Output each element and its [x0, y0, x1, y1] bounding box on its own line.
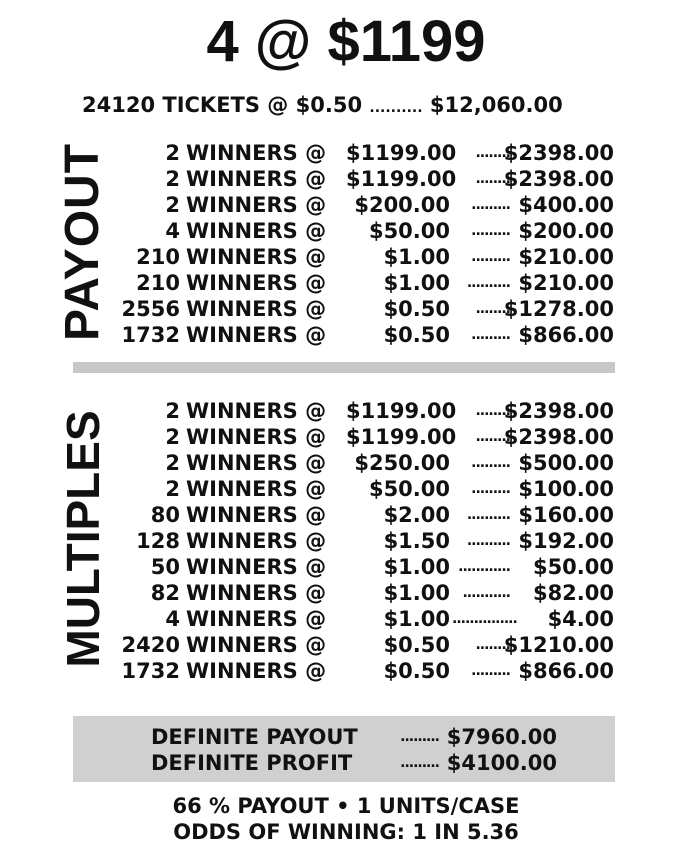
row-total: $50.00 — [532, 555, 614, 579]
leader-dots: ......... — [471, 663, 510, 679]
winner-count: 1732 — [121, 323, 180, 347]
winner-count: 4 — [165, 219, 180, 243]
tickets-label: TICKETS @ — [162, 93, 289, 117]
leader-dots: ......... — [471, 223, 510, 239]
definite-payout-label: DEFINITE PAYOUT — [151, 725, 358, 749]
prize-amount: $1199.00 — [346, 399, 457, 423]
prize-amount: $0.50 — [383, 297, 450, 321]
prize-amount: $1.00 — [383, 581, 450, 605]
winners-label: WINNERS @ — [186, 141, 327, 165]
prize-amount: $50.00 — [368, 219, 450, 243]
row-total: $866.00 — [518, 659, 614, 683]
winner-row — [100, 322, 620, 348]
prize-amount: $1.50 — [383, 529, 450, 553]
leader-dots: ......... — [471, 481, 510, 497]
leader-dots: ........ — [475, 301, 510, 317]
tickets-total: $12,060.00 — [429, 93, 563, 117]
winner-row — [100, 398, 620, 424]
row-total: $4.00 — [547, 607, 614, 631]
payout-table — [100, 140, 620, 348]
winner-row — [100, 140, 620, 166]
prize-amount: $1199.00 — [346, 167, 457, 191]
leader-dots: ......... — [471, 249, 510, 265]
winners-label: WINNERS @ — [186, 167, 327, 191]
tickets-line — [82, 92, 622, 118]
tickets-price: $0.50 — [295, 93, 363, 117]
tickets-count: 24120 — [82, 93, 156, 117]
winner-count: 2420 — [121, 633, 180, 657]
prize-amount: $50.00 — [368, 477, 450, 501]
winner-row — [100, 606, 620, 632]
winners-label: WINNERS @ — [186, 219, 327, 243]
row-total: $2398.00 — [503, 141, 614, 165]
page-title: 4 @ $1199 — [206, 9, 486, 74]
prize-amount: $1.00 — [383, 607, 450, 631]
winner-row — [100, 580, 620, 606]
winner-count: 2 — [165, 167, 180, 191]
winner-count: 4 — [165, 607, 180, 631]
footer-payout-line: 66 % PAYOUT • 1 UNITS/CASE — [172, 794, 520, 818]
winner-row — [100, 502, 620, 528]
leader-dots: ........ — [475, 637, 510, 653]
winner-count: 2 — [165, 425, 180, 449]
winner-row — [100, 528, 620, 554]
winners-label: WINNERS @ — [186, 425, 327, 449]
footer-odds-line: ODDS OF WINNING: 1 IN 5.36 — [173, 820, 519, 844]
row-total: $2398.00 — [503, 425, 614, 449]
leader-dots: .......... — [466, 275, 510, 291]
winners-label: WINNERS @ — [186, 399, 327, 423]
winner-row — [100, 296, 620, 322]
winner-count: 2 — [165, 451, 180, 475]
leader-dots: ........ — [475, 429, 510, 445]
winner-count: 210 — [136, 245, 180, 269]
leader-dots: ......... — [471, 455, 510, 471]
prize-amount: $250.00 — [354, 451, 450, 475]
row-total: $100.00 — [518, 477, 614, 501]
prize-amount: $1.00 — [383, 555, 450, 579]
winners-label: WINNERS @ — [186, 633, 327, 657]
row-total: $82.00 — [532, 581, 614, 605]
winner-row — [100, 476, 620, 502]
leader-dots: .......... — [466, 507, 510, 523]
leader-dots: ............ — [458, 559, 510, 575]
definite-profit-label: DEFINITE PROFIT — [151, 751, 353, 775]
definite-payout-row — [73, 724, 615, 750]
winners-label: WINNERS @ — [186, 477, 327, 501]
row-total: $192.00 — [518, 529, 614, 553]
winner-count: 1732 — [121, 659, 180, 683]
row-total: $210.00 — [518, 245, 614, 269]
winner-count: 50 — [150, 555, 180, 579]
prize-amount: $0.50 — [383, 633, 450, 657]
winners-label: WINNERS @ — [186, 323, 327, 347]
row-total: $1210.00 — [503, 633, 614, 657]
winners-label: WINNERS @ — [186, 245, 327, 269]
prize-amount: $200.00 — [354, 193, 450, 217]
row-total: $1278.00 — [503, 297, 614, 321]
winner-count: 80 — [150, 503, 180, 527]
winner-row — [100, 244, 620, 270]
summary-box — [73, 716, 615, 782]
row-total: $200.00 — [518, 219, 614, 243]
multiples-section-label: MULTIPLES — [57, 410, 109, 668]
prize-amount: $1199.00 — [346, 425, 457, 449]
definite-profit-row — [73, 750, 615, 776]
row-total: $500.00 — [518, 451, 614, 475]
prize-amount: $0.50 — [383, 659, 450, 683]
leader-dots: ........ — [475, 145, 510, 161]
winners-label: WINNERS @ — [186, 297, 327, 321]
winner-row — [100, 450, 620, 476]
prize-amount: $2.00 — [383, 503, 450, 527]
definite-profit-value: $4100.00 — [446, 751, 557, 775]
row-total: $2398.00 — [503, 399, 614, 423]
definite-payout-value: $7960.00 — [446, 725, 557, 749]
prize-amount: $1.00 — [383, 271, 450, 295]
leader-dots: ........ — [475, 403, 510, 419]
winners-label: WINNERS @ — [186, 271, 327, 295]
row-total: $866.00 — [518, 323, 614, 347]
tickets-dots: .......... — [369, 100, 423, 116]
winners-label: WINNERS @ — [186, 659, 327, 683]
winner-row — [100, 658, 620, 684]
leader-dots: .......... — [466, 533, 510, 549]
winner-count: 2 — [165, 477, 180, 501]
multiples-table — [100, 398, 620, 684]
row-total: $2398.00 — [503, 167, 614, 191]
winner-count: 82 — [150, 581, 180, 605]
winner-count: 128 — [136, 529, 180, 553]
winner-count: 210 — [136, 271, 180, 295]
payout-section-label: PAYOUT — [56, 142, 109, 342]
winner-row — [100, 270, 620, 296]
winners-label: WINNERS @ — [186, 607, 327, 631]
leader-dots: ........ — [475, 171, 510, 187]
winners-label: WINNERS @ — [186, 581, 327, 605]
section-divider — [73, 362, 615, 373]
winner-count: 2556 — [121, 297, 180, 321]
winners-label: WINNERS @ — [186, 451, 327, 475]
prize-amount: $1199.00 — [346, 141, 457, 165]
row-total: $400.00 — [518, 193, 614, 217]
winners-label: WINNERS @ — [186, 193, 327, 217]
winner-row — [100, 554, 620, 580]
leader-dots: ......... — [471, 197, 510, 213]
definite-payout-dots: ......... — [400, 729, 439, 745]
winner-count: 2 — [165, 193, 180, 217]
leader-dots: ............... — [452, 611, 517, 627]
winners-label: WINNERS @ — [186, 555, 327, 579]
leader-dots: ......... — [471, 327, 510, 343]
winner-row — [100, 218, 620, 244]
winner-row — [100, 632, 620, 658]
prize-amount: $0.50 — [383, 323, 450, 347]
winners-label: WINNERS @ — [186, 529, 327, 553]
winner-row — [100, 424, 620, 450]
winner-row — [100, 192, 620, 218]
row-total: $160.00 — [518, 503, 614, 527]
row-total: $210.00 — [518, 271, 614, 295]
winners-label: WINNERS @ — [186, 503, 327, 527]
winner-row — [100, 166, 620, 192]
prize-amount: $1.00 — [383, 245, 450, 269]
winner-count: 2 — [165, 141, 180, 165]
winner-count: 2 — [165, 399, 180, 423]
leader-dots: ........... — [462, 585, 510, 601]
definite-profit-dots: ......... — [400, 755, 439, 771]
